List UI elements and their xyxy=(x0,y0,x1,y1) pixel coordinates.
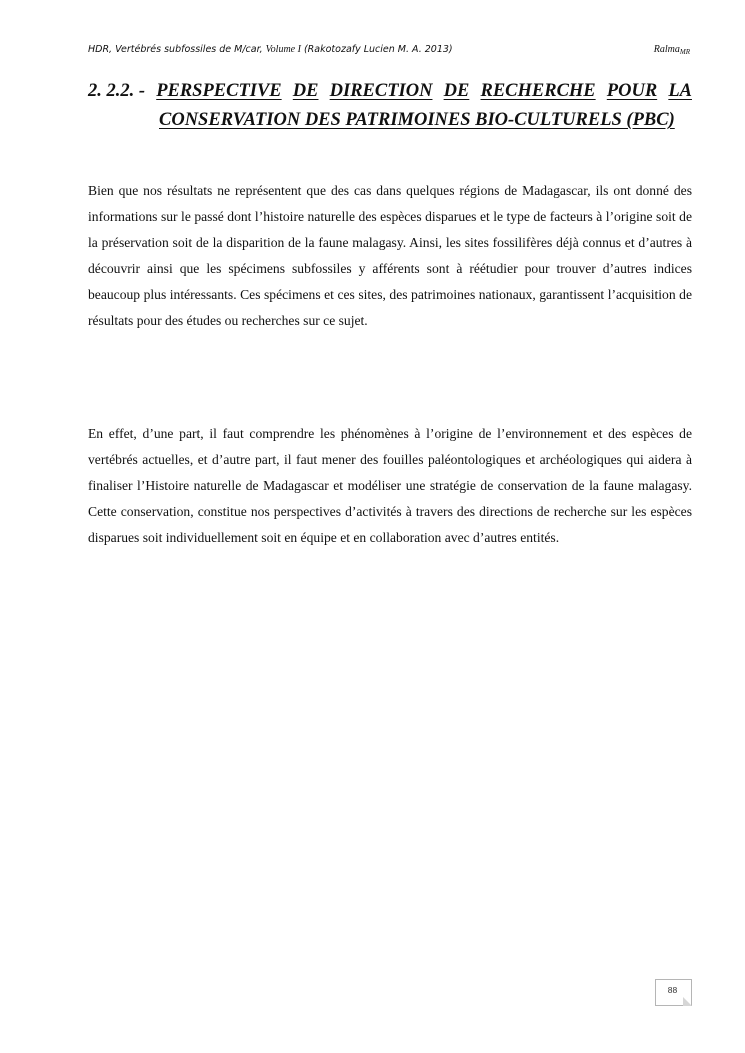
section-number: 2. 2.2. - xyxy=(88,81,146,101)
body-paragraph-1: Bien que nos résultats ne représentent que des cas dans quelques régions de Madagascar, ils ont donné des informations sur le passé dont l’histoire naturelle des espèces disparues et le type de facteurs à l’origine soit de la préservation soit de la disparition de la faune malagasy. Ainsi, les sites fossilifères déjà connus et d’autres à découvrir ainsi que les spécimens subfossiles y afférents sont à réétudier pour trouver d’autres indices beaucoup plus intéressants. Ces spécimens et ces sites, des patrimoines nationaux, garantissent l’acquisition de résultats pour des études ou recherches sur ce sujet. xyxy=(88,183,692,328)
section-title-word: DIRECTION xyxy=(329,81,433,101)
section-title-word: DE xyxy=(292,81,319,101)
section-heading-line1 xyxy=(88,77,692,106)
section-heading xyxy=(88,77,692,135)
page-number: 88 xyxy=(667,985,678,995)
section-title-continuation: CONSERVATION DES PATRIMOINES BIO-CULTURELS (PBC) xyxy=(159,110,675,130)
page-number-box xyxy=(655,979,692,1006)
page-curl-icon xyxy=(683,997,692,1006)
header-document-reference xyxy=(88,44,453,55)
header-title: HDR, Vertébrés subfossiles de M/car, xyxy=(88,44,266,55)
section-heading-line2 xyxy=(88,106,692,135)
header-author: (Rakotozafy Lucien M. A. 2013) xyxy=(300,44,453,55)
header-author-mark-main: Ralma xyxy=(653,44,680,55)
section-title-word: POUR xyxy=(606,81,658,101)
header-author-mark xyxy=(654,44,690,56)
section-title-word: LA xyxy=(668,81,692,101)
section-title-word: RECHERCHE xyxy=(480,81,596,101)
page-header xyxy=(88,44,692,60)
section-title-word: PERSPECTIVE xyxy=(156,81,282,101)
header-author-mark-sub: MR xyxy=(679,48,690,56)
section-title-word: DE xyxy=(443,81,470,101)
header-volume: Volume I xyxy=(265,44,301,55)
body-paragraph-2: En effet, d’une part, il faut comprendre les phénomènes à l’origine de l’environnement et des espèces de vertébrés actuelles, et d’autre part, il faut mener des fouilles paléontologiques et archéologiques qui aidera à finaliser l’Histoire naturelle de Madagascar et modéliser une stratégie de conservation de la faune malagasy. Cette conservation, constitue nos perspectives d’activités à travers des directions de recherche sur les espèces disparues soit individuellement soit en équipe et en collaboration avec d’autres entités. xyxy=(88,426,692,545)
